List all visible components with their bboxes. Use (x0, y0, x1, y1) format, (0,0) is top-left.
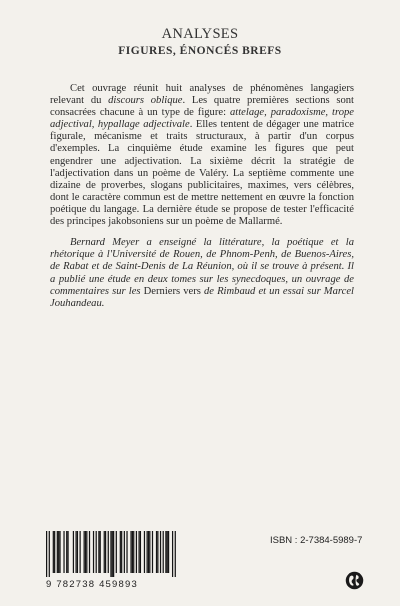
barcode-bar (80, 531, 81, 573)
summary-text (50, 83, 354, 228)
barcode-bar (138, 531, 139, 573)
barcode-bar (66, 531, 67, 573)
barcode-bar (59, 531, 60, 573)
barcode-bar (168, 531, 169, 573)
barcode-bar (77, 531, 78, 573)
author-bio-part: de Rimbaud et un essai sur Marcel Jouhandeau. (50, 285, 354, 310)
barcode-bar (112, 531, 113, 577)
barcode-bar (104, 531, 105, 573)
summary-emphasis: attelage, paradoxisme, trope adjectival, hypallage adjectivale (50, 107, 354, 131)
barcode-bar (108, 531, 109, 573)
barcode-bar (73, 531, 74, 573)
barcode-bar (93, 531, 94, 573)
barcode-bar (132, 531, 133, 573)
summary-paragraph (50, 83, 354, 228)
barcode-bar (120, 531, 121, 573)
barcode-bar (98, 531, 99, 573)
barcode-bar (53, 531, 54, 573)
barcode-bar (84, 531, 85, 573)
barcode-digits: 9 782738 459893 (46, 579, 138, 590)
barcode-bar (172, 531, 173, 577)
book-series-title: ANALYSES (161, 26, 239, 42)
barcode-bar (124, 531, 125, 573)
isbn-number: ISBN : 2-7384-5989-7 (270, 535, 363, 546)
barcode-bar (86, 531, 87, 573)
barcode-bars (46, 531, 176, 577)
barcode (46, 531, 176, 590)
barcode-bar (63, 531, 64, 573)
barcode-bar (156, 531, 157, 573)
author-bio (50, 237, 354, 310)
summary-emphasis: discours oblique (108, 95, 183, 107)
barcode-bar (105, 531, 106, 573)
barcode-bar (165, 531, 166, 573)
barcode-bar (54, 531, 55, 573)
barcode-bar (113, 531, 114, 577)
barcode-bar (96, 531, 97, 573)
barcode-bar (140, 531, 141, 573)
barcode-bar (163, 531, 164, 573)
barcode-bar (67, 531, 68, 573)
barcode-bar (49, 531, 50, 577)
barcode-bar (58, 531, 59, 573)
barcode-bar (167, 531, 168, 573)
barcode-bar (121, 531, 122, 573)
barcode-bar (75, 531, 76, 573)
barcode-bar (116, 531, 117, 573)
barcode-bar (130, 531, 131, 573)
author-bio-paragraph (50, 237, 354, 310)
barcode-bar (85, 531, 86, 573)
globe-logo-icon (345, 571, 364, 590)
barcode-bar (126, 531, 127, 573)
barcode-bar (144, 531, 145, 573)
barcode-bar (149, 531, 150, 573)
barcode-bar (110, 531, 111, 577)
barcode-bar (157, 531, 158, 573)
barcode-bar (147, 531, 148, 573)
barcode-bar (57, 531, 58, 573)
summary-text-part: . Elles tentent de dégager une matrice figurale, mécanisme et traits structuraux, à partir d'un corpus d'exemples. La cinquième étude examine les figures que peut engendrer une adjectivation. La sixième décrit la stratégie de l'adjectivation dans un poème de Valéry. La septième commente une dizaine de proverbes, slogans publicitaires, maximes, vers célèbres, dont le caractère commun est de mettre nettement en œuvre la fonction poétique du langage. La dernière étude se propose de tester l'efficacité des principes jakobsoniens sur un poème de Mallarmé. (50, 119, 354, 228)
barcode-bar (46, 531, 47, 577)
book-subtitle: FIGURES, ÉNONCÉS BREFS (118, 45, 282, 57)
barcode-bar (148, 531, 149, 573)
barcode-bar (152, 531, 153, 573)
barcode-bar (175, 531, 176, 577)
barcode-bar (160, 531, 161, 573)
author-bio-part: Bernard Meyer a enseigné la littérature, la poétique et la rhétorique à l'Université de Rouen, de Phnom-Penh, de Buenos-Aires, de Rabat et de Saint-Denis de La Réunion, où il se trouve à présent. Il a publié une étude en deux tomes sur les synecdoques, un ouvrage de commentaires sur les (50, 237, 354, 297)
barcode-bar (133, 531, 134, 573)
summary-text-part: Cet ouvrage réunit huit analyses de phénomènes langagiers relevant du (50, 83, 354, 107)
summary-text-part: . Les quatre premières sections sont consacrées chacune à un type de figure: (50, 95, 354, 119)
barcode-bar (89, 531, 90, 573)
barcode-bar (136, 531, 137, 573)
barcode-bar (100, 531, 101, 573)
author-bio-book-title: Derniers vers (143, 285, 201, 297)
